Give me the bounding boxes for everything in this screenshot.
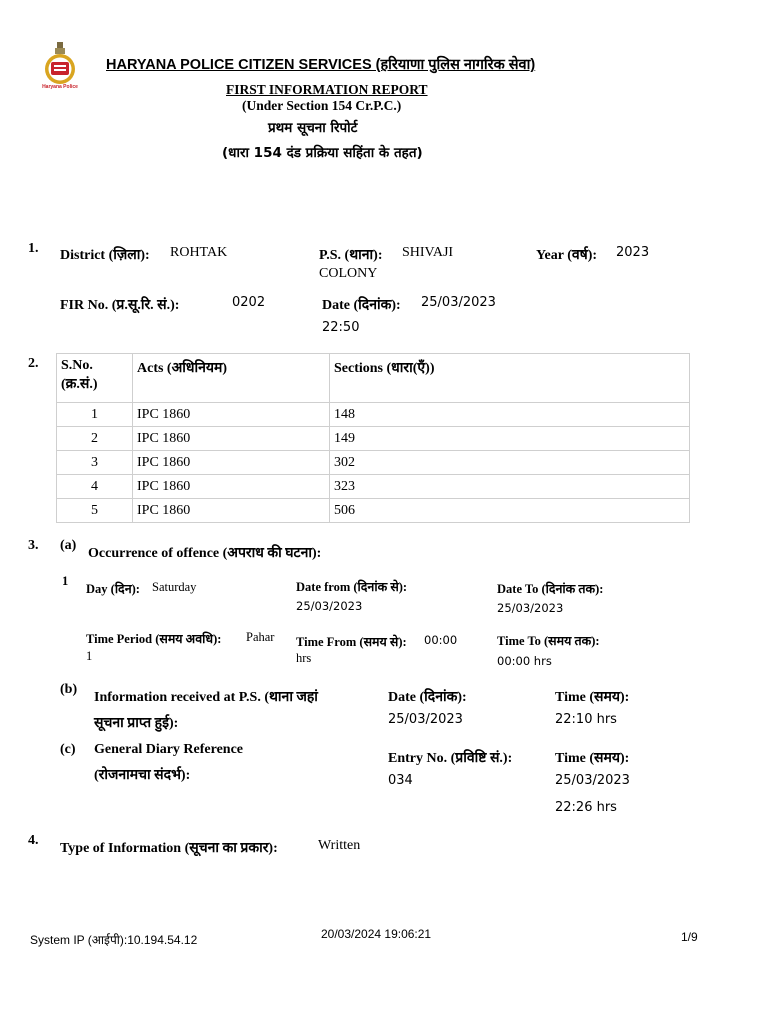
logo-text: Haryana Police (42, 84, 78, 90)
header-sno-line1: S.No. (61, 358, 93, 373)
acts-sections-table (56, 353, 690, 523)
date-to-value: 25/03/2023 (497, 601, 564, 615)
time-period-value-line1: Pahar (246, 630, 275, 644)
time-period-label: Time Period (समय अवधि): (86, 632, 222, 646)
row-section: 148 (330, 403, 690, 427)
system-ip: System IP (आईपी):10.194.54.12 (30, 933, 198, 947)
info-type-value: Written (318, 838, 361, 853)
report-section-hindi: (धारा 154 दंड प्रक्रिया सहिंता के तहत) (222, 145, 423, 161)
table-row (57, 499, 690, 523)
date-to-label: Date To (दिनांक तक): (497, 582, 604, 596)
haryana-police-logo (38, 40, 82, 96)
table-row (57, 403, 690, 427)
diary-date-value: 25/03/2023 (555, 773, 630, 788)
time-to-label: Time To (समय तक): (497, 634, 600, 648)
year-value: 2023 (616, 245, 650, 260)
header-sno-line2: (क्र.सं.) (61, 377, 98, 392)
info-received-time-value: 22:10 hrs (555, 712, 617, 727)
table-header-row (57, 354, 690, 403)
row-section: 149 (330, 427, 690, 451)
row-sno: 5 (57, 499, 133, 523)
entry-number-value: 034 (388, 773, 413, 788)
date-from-value: 25/03/2023 (296, 599, 363, 613)
date-from-label: Date from (दिनांक से): (296, 580, 408, 594)
row-section: 302 (330, 451, 690, 475)
time-from-label: Time From (समय से): (296, 635, 407, 649)
fir-number-label: FIR No. (प्र.सू.रि. सं.): (60, 298, 180, 313)
time-to-value: 00:00 hrs (497, 654, 552, 668)
row-act: IPC 1860 (133, 475, 330, 499)
occurrence-label: Occurrence of offence (अपराध की घटना): (88, 546, 322, 561)
row-act: IPC 1860 (133, 451, 330, 475)
row-sno: 3 (57, 451, 133, 475)
row-act: IPC 1860 (133, 427, 330, 451)
section-1-number: 1. (28, 241, 39, 256)
time-period-value-line2: 1 (86, 649, 93, 663)
report-section: (Under Section 154 Cr.P.C.) (242, 98, 402, 113)
header-sno (57, 354, 133, 403)
fir-time-value: 22:50 (322, 320, 360, 335)
info-received-label-line1: Information received at P.S. (थाना जहां (94, 690, 318, 705)
year-label: Year (वर्ष): (536, 248, 598, 263)
report-title-hindi: प्रथम सूचना रिपोर्ट (268, 120, 358, 136)
diary-time-label: Time (समय): (555, 751, 630, 766)
district-label: District (ज़िला): (60, 248, 150, 263)
sub-b-marker: (b) (60, 682, 78, 697)
page-title: HARYANA POLICE CITIZEN SERVICES (हरियाणा पुलिस नागरिक सेवा) (106, 57, 536, 73)
fir-date-label: Date (दिनांक): (322, 298, 401, 313)
table-row (57, 451, 690, 475)
time-from-value: 00:00 (424, 633, 458, 647)
day-label: Day (दिन): (86, 582, 140, 596)
district-value: ROHTAK (170, 245, 228, 260)
occurrence-item-number: 1 (62, 574, 69, 588)
row-section: 323 (330, 475, 690, 499)
row-section: 506 (330, 499, 690, 523)
ps-value-line2: COLONY (319, 266, 378, 281)
table-row (57, 427, 690, 451)
info-received-time-label: Time (समय): (555, 690, 630, 705)
row-act: IPC 1860 (133, 403, 330, 427)
header-acts: Acts (अधिनियम) (133, 354, 330, 403)
page-number: 1/9 (681, 930, 698, 944)
entry-number-label: Entry No. (प्रविष्टि सं.): (388, 751, 513, 766)
section-3-number: 3. (28, 538, 39, 553)
fir-date-value: 25/03/2023 (421, 295, 496, 310)
info-type-label: Type of Information (सूचना का प्रकार): (60, 841, 278, 856)
info-received-date-value: 25/03/2023 (388, 712, 463, 727)
table-row (57, 475, 690, 499)
sub-c-marker: (c) (60, 742, 76, 757)
general-diary-label-line2: (रोजनामचा संदर्भ): (94, 768, 191, 783)
header-sections: Sections (धारा(एँ)) (330, 354, 690, 403)
info-received-label-line2: सूचना प्राप्त हुई): (94, 716, 179, 731)
row-sno: 2 (57, 427, 133, 451)
day-value: Saturday (152, 580, 197, 594)
fir-number-value: 0202 (232, 295, 266, 310)
section-2-number: 2. (28, 356, 39, 371)
footer-timestamp: 20/03/2024 19:06:21 (321, 927, 432, 941)
diary-time-value: 22:26 hrs (555, 800, 617, 815)
ps-value-line1: SHIVAJI (402, 245, 454, 260)
sub-a-marker: (a) (60, 538, 77, 553)
time-from-unit: hrs (296, 651, 312, 665)
row-act: IPC 1860 (133, 499, 330, 523)
ps-label: P.S. (थाना): (319, 248, 383, 263)
section-4-number: 4. (28, 833, 39, 848)
general-diary-label-line1: General Diary Reference (94, 742, 244, 757)
info-received-date-label: Date (दिनांक): (388, 690, 467, 705)
row-sno: 1 (57, 403, 133, 427)
row-sno: 4 (57, 475, 133, 499)
report-title: FIRST INFORMATION REPORT (226, 82, 428, 97)
